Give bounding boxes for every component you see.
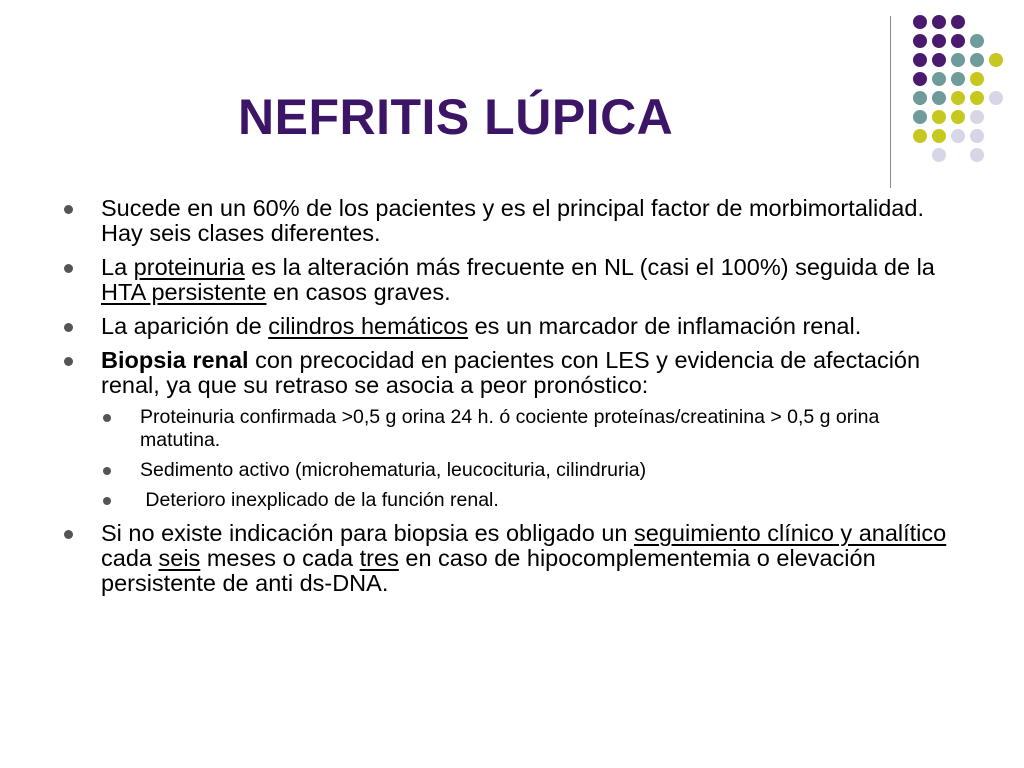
decorative-dot <box>932 148 946 162</box>
decorative-dot <box>913 34 927 48</box>
decorative-dot <box>970 129 984 143</box>
underlined-term: HTA persistente <box>101 279 267 305</box>
decorative-dot <box>913 53 927 67</box>
decorative-dot <box>913 72 927 86</box>
decorative-vertical-line <box>890 16 891 188</box>
bullet-text: La <box>101 254 134 280</box>
underlined-term: seguimiento clínico y analítico <box>634 520 947 546</box>
bullet-text: es un marcador de inflamación renal. <box>468 313 862 339</box>
decorative-dot <box>932 15 946 29</box>
decorative-dot <box>970 34 984 48</box>
bullet-text: en caso de hipocomplementemia o elevación persistente de anti ds-DNA. <box>101 545 876 596</box>
bullet-text: Si no existe indicación para biopsia es obligado un <box>101 520 635 546</box>
decorative-dot <box>913 110 927 124</box>
decorative-dot <box>951 15 965 29</box>
underlined-term: cilindros hemáticos <box>268 313 469 339</box>
decorative-dot <box>951 91 965 105</box>
bullet-text: cada <box>101 545 159 571</box>
decorative-dot <box>932 129 946 143</box>
decorative-dot <box>932 110 946 124</box>
sub-bullet-item: Deterioro inexplicado de la función renal. <box>101 489 962 512</box>
bullet-text: meses o cada <box>200 545 360 571</box>
decorative-dot <box>932 72 946 86</box>
decorative-dot <box>970 72 984 86</box>
decorative-dot <box>932 34 946 48</box>
slide-title: NEFRITIS LÚPICA <box>238 89 674 145</box>
bullet-item-biopsy <box>62 348 962 512</box>
bullet-text: con precocidad en pacientes con LES y evidencia de afectación renal, ya que su retraso se asocia a peor pronóstico: <box>101 347 921 398</box>
sub-bullet-list <box>101 406 962 512</box>
decorative-dot <box>913 15 927 29</box>
bullet-list <box>62 196 962 596</box>
bullet-text: La aparición de <box>101 313 269 339</box>
sub-bullet-item: Sedimento activo (microhematuria, leucocituria, cilindruria) <box>101 459 962 482</box>
decorative-dot <box>951 34 965 48</box>
decorative-dot <box>970 91 984 105</box>
bullet-text: en casos graves. <box>266 279 451 305</box>
sub-bullet-item: Proteinuria confirmada >0,5 g orina 24 h. ó cociente proteínas/creatinina > 0,5 g orina matutina. <box>101 406 962 452</box>
bullet-item-proteinuria <box>62 255 962 305</box>
decorative-dot <box>932 53 946 67</box>
decorative-dot <box>970 148 984 162</box>
bold-term: Biopsia renal <box>101 347 249 373</box>
decorative-dot <box>951 110 965 124</box>
slide-body <box>62 196 962 605</box>
decorative-dot <box>932 91 946 105</box>
bullet-item-cylinders <box>62 314 962 339</box>
decorative-dot <box>913 91 927 105</box>
bullet-text: es la alteración más frecuente en NL (casi el 100%) seguida de la <box>244 254 935 280</box>
decorative-dot <box>913 129 927 143</box>
decorative-dot <box>951 72 965 86</box>
underlined-term: proteinuria <box>133 254 245 280</box>
decorative-dot <box>989 91 1003 105</box>
bullet-item-followup <box>62 521 962 596</box>
underlined-term: seis <box>158 545 201 571</box>
bullet-item-incidence <box>62 196 962 246</box>
decorative-dot <box>970 110 984 124</box>
decorative-dot <box>951 129 965 143</box>
decorative-dot <box>970 53 984 67</box>
decorative-dot <box>989 53 1003 67</box>
underlined-term: tres <box>359 545 399 571</box>
bullet-text: Sucede en un 60% de los pacientes y es el principal factor de morbimortalidad. Hay seis clases diferentes. <box>101 195 924 246</box>
decorative-dot <box>951 53 965 67</box>
